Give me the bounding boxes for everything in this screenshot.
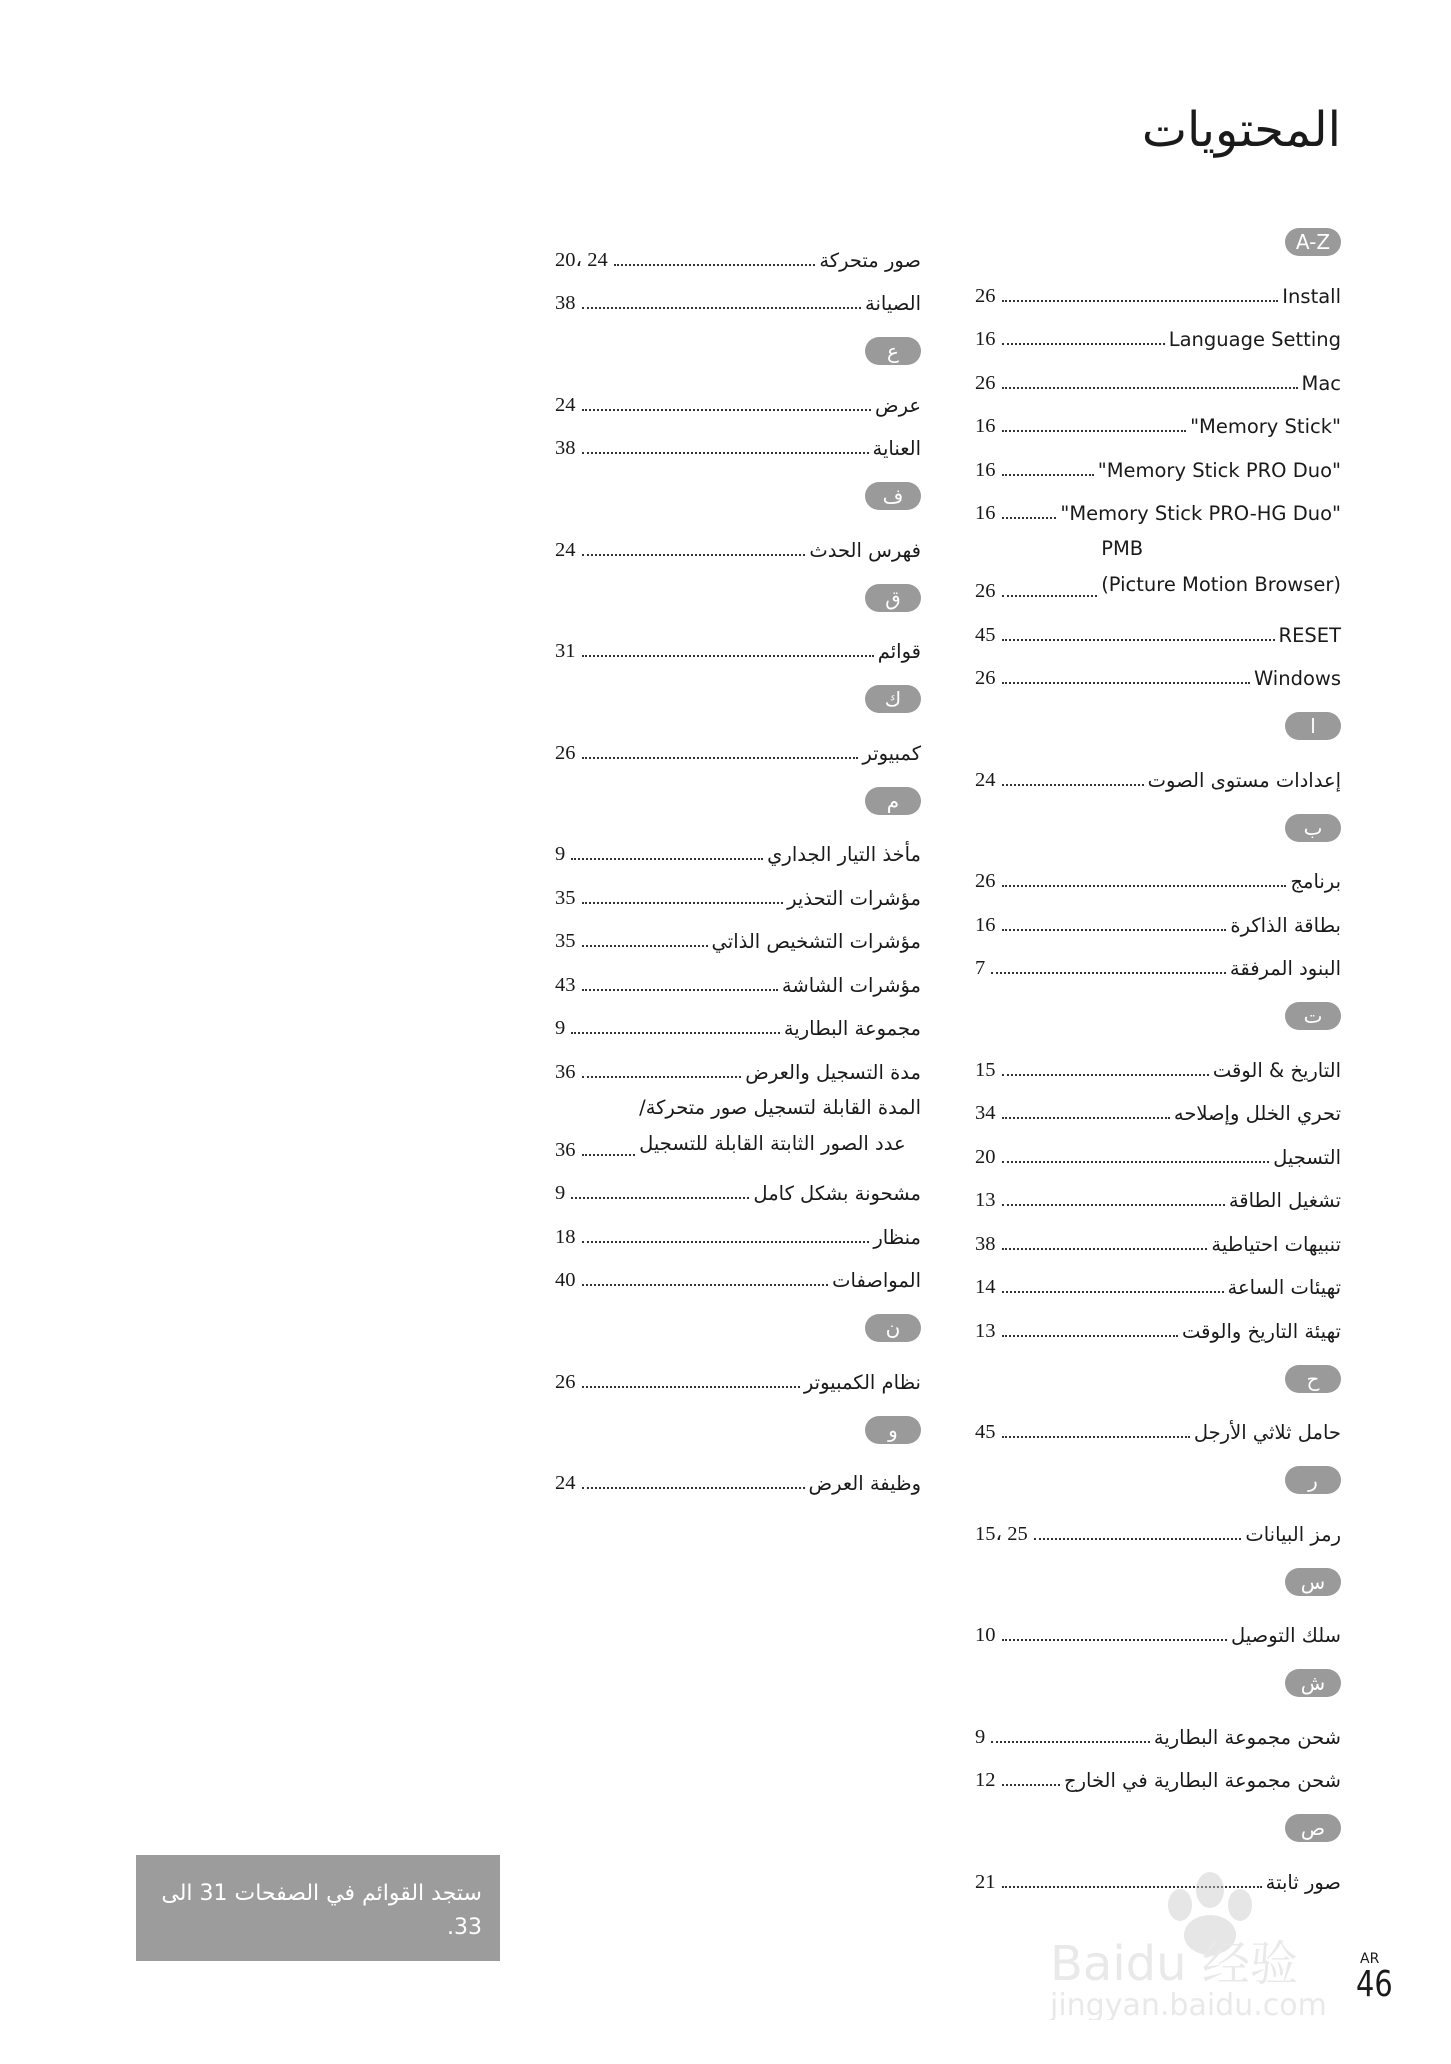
- index-entry: [555, 910, 921, 954]
- section-letter-badge: و: [865, 1416, 921, 1444]
- index-entry: [975, 351, 1341, 395]
- index-entry: [555, 1205, 921, 1249]
- section-header: [555, 337, 921, 365]
- section-header: [975, 1002, 1341, 1030]
- index-entry: [975, 1038, 1341, 1082]
- index-entry: [555, 823, 921, 867]
- index-entry: [975, 525, 1341, 603]
- entry-page-number: 36: [555, 1138, 576, 1161]
- entry-label: البنود المرفقة: [1229, 957, 1341, 980]
- dot-leader: [614, 264, 816, 266]
- entry-page-number: 26: [555, 1370, 576, 1393]
- dot-leader: [1002, 595, 1098, 597]
- index-entry: [555, 1249, 921, 1293]
- dot-leader: [1002, 1436, 1190, 1438]
- dot-leader: [582, 945, 708, 947]
- entry-page-number: 21: [975, 1870, 996, 1893]
- dot-leader: [1002, 387, 1298, 389]
- section-letter-badge: ع: [865, 337, 921, 365]
- entry-label: منظار: [873, 1225, 921, 1249]
- section-header: [555, 1416, 921, 1444]
- entry-label: Language Setting: [1168, 328, 1341, 351]
- dot-leader: [1002, 929, 1227, 931]
- dot-leader: [1002, 343, 1165, 345]
- index-entry: [975, 1502, 1341, 1546]
- index-section: [975, 814, 1341, 981]
- index-section: [555, 228, 921, 315]
- index-entry: [975, 748, 1341, 792]
- entry-label: العناية: [872, 437, 921, 460]
- entry-label: [1101, 531, 1341, 603]
- section-letter-badge: ق: [865, 584, 921, 612]
- index-entry: [975, 1401, 1341, 1445]
- dot-leader: [571, 1197, 749, 1199]
- index-section: [555, 482, 921, 562]
- section-letter-badge: ف: [865, 482, 921, 510]
- index-section: [975, 1466, 1341, 1546]
- index-section: [975, 1002, 1341, 1343]
- index-entry: [555, 518, 921, 562]
- entry-label: صور ثابتة: [1265, 1870, 1341, 1894]
- section-letter-badge: A-Z: [1285, 228, 1341, 256]
- entry-label: مجموعة البطارية: [783, 1017, 921, 1040]
- dot-leader: [1002, 784, 1144, 786]
- dot-leader: [582, 1076, 742, 1078]
- index-column-left: [555, 228, 921, 1517]
- index-entry: [555, 1452, 921, 1496]
- dot-leader: [1002, 430, 1187, 432]
- section-letter-badge: ن: [865, 1314, 921, 1342]
- dot-leader: [582, 307, 862, 309]
- entry-label: مشحونة بشكل كامل: [753, 1182, 921, 1205]
- section-header: [975, 1669, 1341, 1697]
- index-entry: [555, 272, 921, 316]
- entry-label: شحن مجموعة البطارية: [1153, 1725, 1341, 1749]
- index-section: [555, 787, 921, 1293]
- index-section: [555, 1314, 921, 1394]
- entry-page-number: 20: [975, 1145, 996, 1168]
- entry-page-number: 24: [555, 538, 576, 561]
- index-entry: [555, 1040, 921, 1084]
- watermark-logo: [1030, 1860, 1390, 2020]
- entry-page-number: 18: [555, 1225, 576, 1248]
- index-entry: [975, 1604, 1341, 1648]
- dot-leader: [1002, 1291, 1224, 1293]
- dot-leader: [582, 1154, 636, 1156]
- entry-page-number: 15، 25: [975, 1522, 1028, 1545]
- entry-page-number: 35: [555, 930, 576, 952]
- dot-leader: [1002, 474, 1094, 476]
- entry-label: الصيانة: [865, 292, 921, 315]
- entry-label: شحن مجموعة البطارية في الخارج: [1064, 1769, 1341, 1792]
- dot-leader: [1002, 517, 1057, 519]
- entry-page-number: 24: [975, 768, 996, 791]
- index-entry: [555, 417, 921, 461]
- dot-leader: [1002, 1335, 1179, 1337]
- dot-leader: [1002, 1784, 1061, 1786]
- index-entry: [555, 620, 921, 664]
- entry-page-number: 9: [555, 843, 566, 865]
- entry-page-number: 16: [975, 502, 996, 524]
- dot-leader: [571, 858, 763, 860]
- entry-page-number: 26: [555, 741, 576, 764]
- index-section: [975, 712, 1341, 792]
- entry-page-number: 38: [555, 437, 576, 459]
- entry-page-number: 26: [975, 580, 996, 602]
- index-entry: [975, 1749, 1341, 1793]
- index-entry: [975, 1125, 1341, 1169]
- section-header: [975, 1466, 1341, 1494]
- entry-page-number: 20، 24: [555, 248, 608, 271]
- entry-page-number: 24: [555, 1472, 576, 1494]
- entry-page-number: 35: [555, 886, 576, 909]
- dot-leader: [1002, 300, 1279, 302]
- menu-note-box: ستجد القوائم في الصفحات 31 الى 33.: [136, 1855, 500, 1961]
- dot-leader: [1002, 1204, 1225, 1206]
- entry-label: [639, 1090, 921, 1162]
- entry-label: نظام الكمبيوتر: [803, 1370, 921, 1394]
- section-letter-badge: ر: [1285, 1466, 1341, 1494]
- dot-leader: [582, 1241, 870, 1243]
- section-letter-badge: ب: [1285, 814, 1341, 842]
- index-entry: [975, 603, 1341, 647]
- index-entry: [975, 1705, 1341, 1749]
- entry-page-number: 16: [975, 913, 996, 936]
- dot-leader: [582, 1386, 800, 1388]
- entry-label: تحري الخلل وإصلاحه: [1173, 1102, 1341, 1125]
- entry-label: "Memory Stick PRO-HG Duo": [1060, 502, 1341, 525]
- entry-label: مدة التسجيل والعرض: [745, 1060, 921, 1084]
- section-header: [975, 1814, 1341, 1842]
- dot-leader: [582, 452, 869, 454]
- index-entry: [555, 1350, 921, 1394]
- index-entry: [555, 373, 921, 417]
- entry-page-number: 24: [555, 393, 576, 416]
- section-header: [975, 814, 1341, 842]
- entry-page-number: 16: [975, 328, 996, 350]
- entry-label: صور متحركة: [819, 248, 921, 272]
- entry-page-number: 16: [975, 458, 996, 481]
- index-entry: [975, 308, 1341, 352]
- entry-label: مؤشرات الشاشة: [781, 973, 921, 997]
- entry-label-line1: المدة القابلة لتسجيل صور متحركة/: [639, 1095, 921, 1119]
- index-entry: [975, 264, 1341, 308]
- index-entry: [555, 953, 921, 997]
- index-entry: [975, 395, 1341, 439]
- watermark-text: Baidu 经验: [1050, 1936, 1298, 1992]
- entry-label-line1: PMB: [1101, 537, 1144, 560]
- page-number: 46: [1356, 1964, 1393, 2005]
- index-section: [555, 337, 921, 460]
- entry-page-number: 38: [555, 292, 576, 314]
- entry-label: قوائم: [877, 640, 921, 663]
- entry-page-number: 7: [975, 957, 986, 979]
- entry-label: Windows: [1253, 667, 1341, 690]
- index-section: [555, 685, 921, 765]
- dot-leader: [1002, 639, 1275, 641]
- entry-label: بطاقة الذاكرة: [1230, 913, 1341, 937]
- dot-leader: [1002, 1074, 1209, 1076]
- entry-label: رمز البيانات: [1245, 1522, 1341, 1546]
- dot-leader: [582, 1284, 829, 1286]
- dot-leader: [582, 655, 874, 657]
- index-entry: [975, 1082, 1341, 1126]
- entry-label: RESET: [1278, 623, 1341, 647]
- index-section: [975, 1568, 1341, 1648]
- section-letter-badge: ا: [1285, 712, 1341, 740]
- index-entry: [555, 721, 921, 765]
- index-entry: [975, 1256, 1341, 1300]
- entry-label: Install: [1282, 284, 1341, 308]
- section-letter-badge: س: [1285, 1568, 1341, 1596]
- section-header: [555, 685, 921, 713]
- entry-page-number: 31: [555, 640, 576, 662]
- section-letter-badge: ش: [1285, 1669, 1341, 1697]
- entry-page-number: 13: [975, 1319, 996, 1342]
- section-header: [555, 482, 921, 510]
- entry-label: التسجيل: [1273, 1145, 1341, 1169]
- section-letter-badge: ح: [1285, 1365, 1341, 1393]
- entry-page-number: 45: [975, 1421, 996, 1443]
- entry-label: مؤشرات التحذير: [787, 886, 921, 910]
- index-entry: [555, 1084, 921, 1162]
- entry-label-line2: (Picture Motion Browser): [1101, 573, 1341, 596]
- entry-label: برنامج: [1290, 870, 1341, 893]
- entry-label: كمبيوتر: [862, 741, 921, 765]
- entry-label-line2: عدد الصور الثابتة القابلة للتسجيل: [639, 1131, 906, 1155]
- dot-leader: [582, 1487, 805, 1489]
- entry-page-number: 45: [975, 623, 996, 646]
- index-section: [975, 228, 1341, 690]
- dot-leader: [1002, 1161, 1270, 1163]
- entry-label: المواصفات: [832, 1269, 921, 1292]
- entry-page-number: 43: [555, 973, 576, 996]
- index-entry: [975, 1169, 1341, 1213]
- entry-page-number: 9: [975, 1725, 986, 1748]
- section-header: [975, 228, 1341, 256]
- index-section: [975, 1669, 1341, 1792]
- index-entry: [975, 482, 1341, 526]
- section-header: [555, 1314, 921, 1342]
- entry-label: "Memory Stick PRO Duo": [1097, 458, 1341, 482]
- entry-page-number: 13: [975, 1189, 996, 1211]
- entry-label: تنبيهات احتياطية: [1211, 1232, 1341, 1256]
- entry-page-number: 26: [975, 870, 996, 892]
- index-entry: [975, 1212, 1341, 1256]
- dot-leader: [991, 1741, 1150, 1743]
- entry-label: مأخذ التيار الجداري: [767, 843, 921, 866]
- section-header: [555, 584, 921, 612]
- index-entry: [975, 937, 1341, 981]
- index-entry: [975, 1299, 1341, 1343]
- entry-label: تشغيل الطاقة: [1228, 1189, 1341, 1212]
- section-letter-badge: م: [865, 787, 921, 815]
- index-entry: [975, 647, 1341, 691]
- dot-leader: [582, 989, 778, 991]
- entry-label: تهيئات الساعة: [1227, 1276, 1341, 1299]
- entry-page-number: 26: [975, 371, 996, 394]
- entry-label: عرض: [875, 393, 921, 417]
- entry-label: سلك التوصيل: [1231, 1624, 1341, 1647]
- entry-page-number: 36: [555, 1060, 576, 1083]
- entry-label: فهرس الحدث: [809, 538, 921, 562]
- dot-leader: [1002, 682, 1250, 684]
- index-entry: [555, 1162, 921, 1206]
- section-header: [975, 1365, 1341, 1393]
- entry-page-number: 26: [975, 284, 996, 307]
- dot-leader: [1002, 885, 1287, 887]
- entry-label: Mac: [1301, 371, 1341, 395]
- index-entry: [555, 228, 921, 272]
- entry-page-number: 9: [555, 1182, 566, 1204]
- entry-page-number: 10: [975, 1624, 996, 1646]
- entry-label: التاريخ & الوقت: [1212, 1058, 1341, 1082]
- watermark-url: jingyan.baidu.com: [1050, 1988, 1327, 2020]
- dot-leader: [582, 409, 872, 411]
- entry-page-number: 14: [975, 1276, 996, 1298]
- entry-page-number: 15: [975, 1058, 996, 1081]
- section-letter-badge: ك: [865, 685, 921, 713]
- dot-leader: [1002, 1117, 1170, 1119]
- section-header: [555, 787, 921, 815]
- dot-leader: [582, 757, 859, 759]
- index-section: [555, 1416, 921, 1496]
- entry-label: إعدادات مستوى الصوت: [1147, 768, 1341, 792]
- index-entry: [975, 850, 1341, 894]
- entry-label: مؤشرات التشخيص الذاتي: [711, 930, 921, 953]
- entry-page-number: 26: [975, 667, 996, 689]
- index-section: [975, 1365, 1341, 1445]
- entry-label: "Memory Stick": [1190, 415, 1341, 438]
- section-letter-badge: ص: [1285, 1814, 1341, 1842]
- entry-label: وظيفة العرض: [808, 1472, 921, 1495]
- dot-leader: [571, 1032, 780, 1034]
- dot-leader: [1034, 1538, 1242, 1540]
- entry-page-number: 16: [975, 415, 996, 437]
- index-entry: [975, 893, 1341, 937]
- dot-leader: [582, 554, 806, 556]
- section-header: [975, 1568, 1341, 1596]
- entry-label: حامل ثلاثي الأرجل: [1193, 1421, 1341, 1444]
- entry-label: تهيئة التاريخ والوقت: [1182, 1319, 1341, 1343]
- index-entry: [975, 438, 1341, 482]
- page-title: المحتويات: [1141, 102, 1341, 159]
- index-entry: [555, 997, 921, 1041]
- entry-page-number: 40: [555, 1269, 576, 1291]
- index-entry: [555, 866, 921, 910]
- entry-page-number: 12: [975, 1769, 996, 1791]
- entry-page-number: 9: [555, 1017, 566, 1039]
- language-tag: AR: [1360, 1951, 1380, 1967]
- index-section: [555, 584, 921, 664]
- entry-page-number: 34: [975, 1102, 996, 1124]
- dot-leader: [1002, 1639, 1228, 1641]
- dot-leader: [582, 902, 784, 904]
- index-column-right: [975, 228, 1341, 1916]
- section-header: [975, 712, 1341, 740]
- section-letter-badge: ت: [1285, 1002, 1341, 1030]
- dot-leader: [991, 972, 1226, 974]
- entry-page-number: 38: [975, 1232, 996, 1255]
- dot-leader: [1002, 1248, 1208, 1250]
